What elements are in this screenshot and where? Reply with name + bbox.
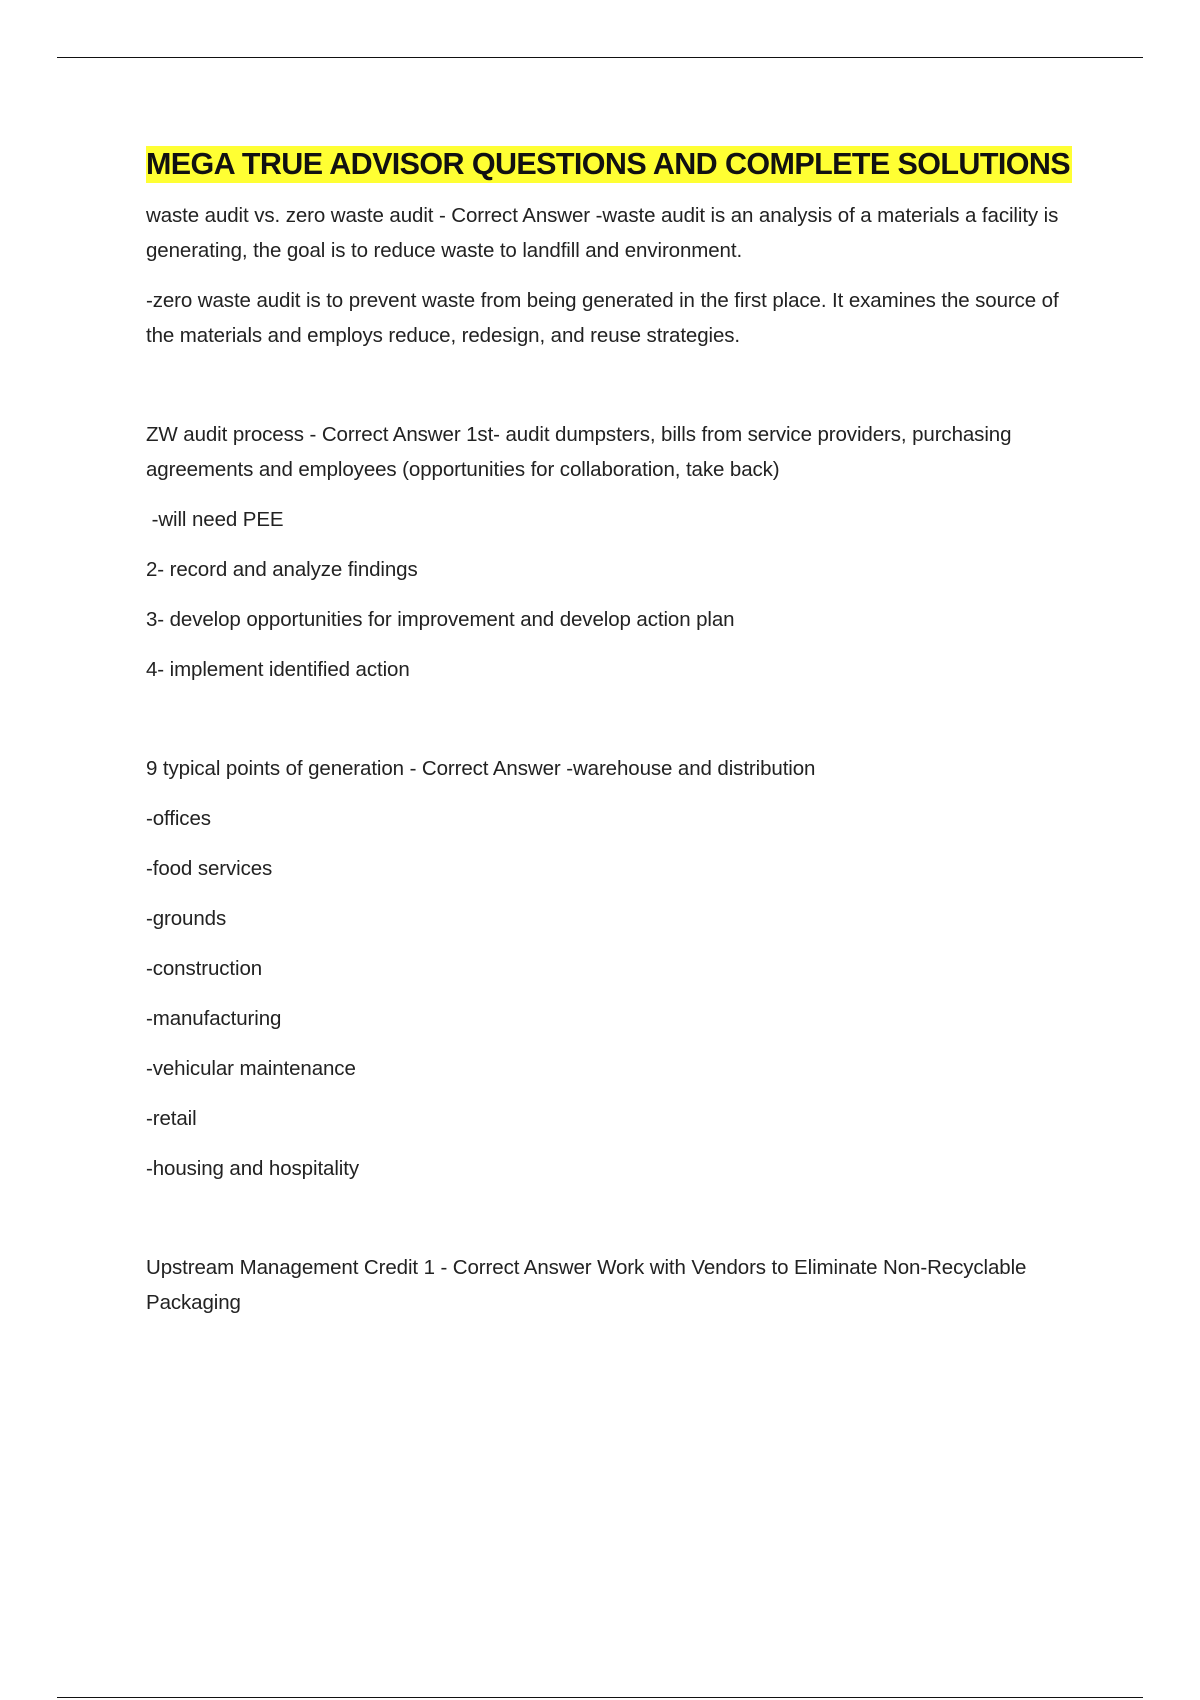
entry-paragraph: -will need PEE	[146, 508, 284, 531]
bottom-rule	[57, 1697, 1143, 1698]
entry-paragraph: 4- implement identified action	[146, 658, 410, 681]
list-item: -offices	[146, 807, 211, 830]
entry-paragraph: -zero waste audit is to prevent waste from being generated in the first place. It examines the source of the materials and employs reduce, redesign, and reuse strategies.	[146, 289, 1059, 347]
entry-paragraph: 3- develop opportunities for improvement and develop action plan	[146, 608, 735, 631]
list-item: -food services	[146, 857, 273, 880]
list-item: -grounds	[146, 907, 227, 930]
document-title	[146, 147, 1074, 181]
entry-paragraph: waste audit vs. zero waste audit - Correct Answer -waste audit is an analysis of a materials a facility is generating, the goal is to reduce waste to landfill and environment.	[146, 204, 1059, 262]
entry-upstream-management	[146, 1250, 1086, 1320]
document-body	[146, 146, 1086, 1320]
title-block	[146, 146, 1086, 182]
entry-paragraph: 9 typical points of generation - Correct Answer -warehouse and distribution	[146, 757, 816, 780]
entry-paragraph: Upstream Management Credit 1 - Correct Answer Work with Vendors to Eliminate Non-Recyclable Packaging	[146, 1256, 1027, 1314]
list-item: -housing and hospitality	[146, 1157, 359, 1180]
top-rule	[57, 57, 1143, 58]
entry-paragraph: ZW audit process - Correct Answer 1st- audit dumpsters, bills from service providers, purchasing agreements and employees (opportunities for collaboration, take back)	[146, 423, 1012, 481]
list-item: -manufacturing	[146, 1007, 282, 1030]
entry-zw-audit-process	[146, 417, 1086, 687]
entry-waste-audit	[146, 198, 1086, 353]
entry-points-of-generation	[146, 751, 1086, 1186]
entry-paragraph: 2- record and analyze findings	[146, 558, 418, 581]
list-item: -construction	[146, 957, 263, 980]
list-item: -vehicular maintenance	[146, 1057, 356, 1080]
list-item: -retail	[146, 1107, 197, 1130]
title-highlight: MEGA TRUE ADVISOR QUESTIONS AND COMPLETE SOLUTIONS	[146, 147, 1071, 181]
